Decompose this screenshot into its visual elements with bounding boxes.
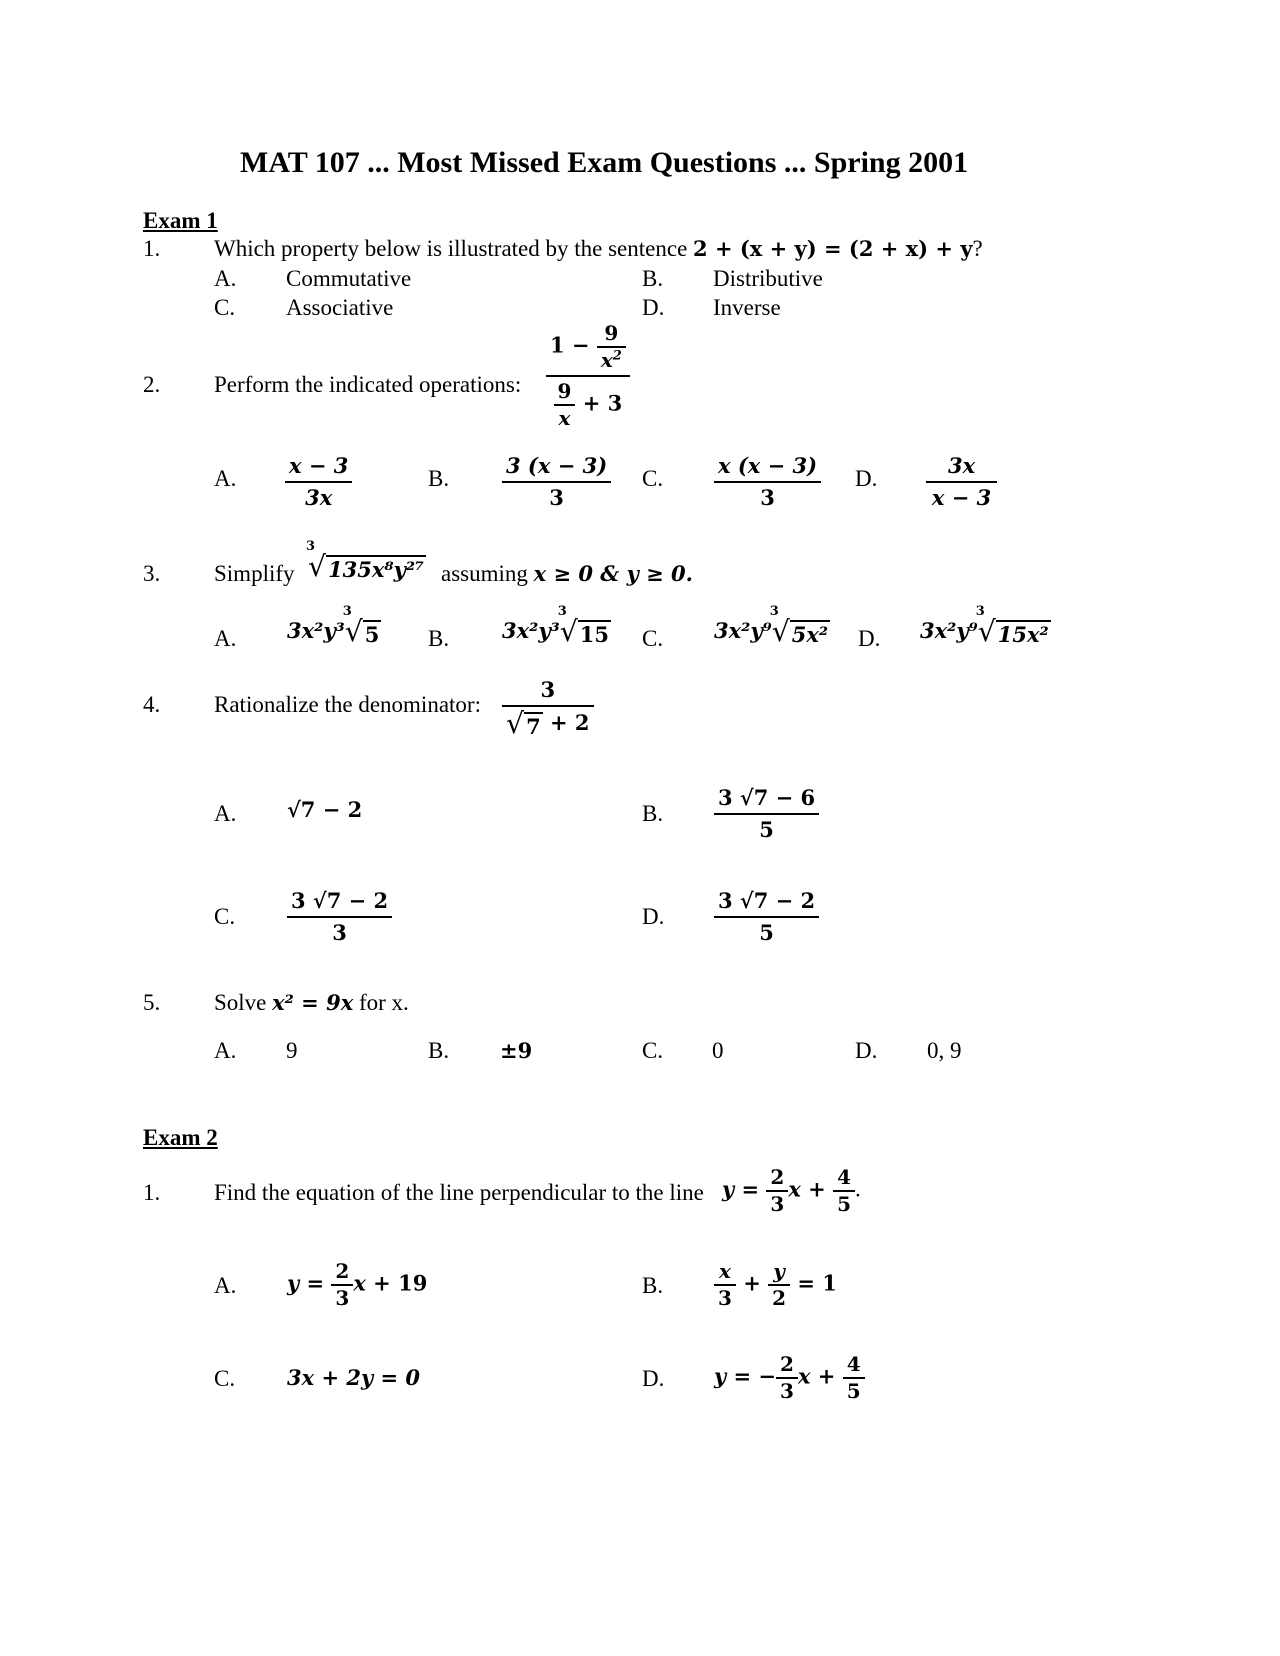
q1-choice-b: Distributive [713, 266, 823, 291]
q4-expression: 3 √ 7 + 2 [502, 678, 594, 739]
q2-choice-a-label: A. [214, 466, 237, 491]
q5-choice-b: ±9 [500, 1038, 533, 1063]
q1-choice-c-label: C. [214, 295, 236, 320]
q3-choice-c: 3x²y⁹ 3 √ 5x² [714, 604, 829, 648]
q2-choice-d-label: D. [855, 466, 878, 491]
q1-text [214, 236, 983, 262]
q5-text: Solve x² = 9x for x. [214, 990, 409, 1015]
q5-choice-c: 0 [712, 1038, 724, 1063]
q3-radical: 3 √ 135x⁸y²⁷ [306, 539, 425, 583]
exam2-q1-text: Find the equation of the line perpendicular to the line [214, 1180, 704, 1205]
q1-choice-a-label: A. [214, 266, 237, 291]
q2-choice-b: $\frac{3 (x - 3)}{3}$ [502, 454, 611, 510]
exam1-heading: Exam 1 [143, 208, 218, 233]
q4-choice-b: $\frac{3 √7 - 6}{5}$ [714, 786, 819, 842]
q5-choice-d-label: D. [855, 1038, 878, 1063]
q4-choice-a-label: A. [214, 801, 237, 826]
q1-math: 2 + (x + y) = (2 + x) + y [693, 236, 973, 261]
q3-choice-a-label: A. [214, 626, 237, 651]
q1-choice-c: Associative [286, 295, 394, 320]
q4-choice-c-label: C. [214, 904, 236, 929]
q2-choice-b-label: B. [428, 466, 450, 491]
q4-choice-c: $\frac{3 √7 - 2}{3}$ [287, 889, 392, 945]
exam2-q1-line-equation: y = $\frac{2}{3}$ x + $\frac{4}{5}$ . [722, 1165, 861, 1216]
q1-tail: ? [972, 236, 983, 261]
q5-choice-b-label: B. [428, 1038, 450, 1063]
q1-question: Which property below is illustrated by the sentence [214, 236, 688, 261]
q2-choice-c: $\frac{x (x - 3)}{3}$ [714, 454, 821, 510]
q2-choice-c-label: C. [642, 466, 664, 491]
q5-choice-a-label: A. [214, 1038, 237, 1063]
q2-text: Perform the indicated operations: [214, 372, 522, 397]
q1-number: 1. [143, 236, 161, 261]
q3-choice-b-label: B. [428, 626, 450, 651]
q4-choice-d-label: D. [642, 904, 665, 929]
exam2-q1-choice-b: $\frac{x}{3}$ + $\frac{y}{2}$ = 1 [714, 1260, 837, 1310]
q5-choice-a: 9 [286, 1038, 298, 1063]
q3-choice-c-label: C. [642, 626, 664, 651]
q5-number: 5. [143, 990, 161, 1015]
exam2-q1-number: 1. [143, 1180, 161, 1205]
q4-choice-b-label: B. [642, 801, 664, 826]
exam2-q1-choice-b-label: B. [642, 1273, 664, 1298]
exam2-q1-choice-d: y = − $\frac{2}{3}$ x + $\frac{4}{5}$ [714, 1353, 865, 1403]
q2-number: 2. [143, 372, 161, 397]
q4-number: 4. [143, 692, 161, 717]
q3-choice-a: 3x²y³ 3 √ 5 [287, 604, 380, 648]
q3-condition: x ≥ 0 & y ≥ 0. [533, 561, 693, 586]
exam2-q1-choice-c-label: C. [214, 1366, 236, 1391]
q5-choice-c-label: C. [642, 1038, 664, 1063]
q3-text: Simplify [214, 561, 295, 586]
exam2-q1-choice-a: y = $\frac{2}{3}$ x + 19 [287, 1259, 428, 1310]
q3-choice-d-label: D. [858, 626, 881, 651]
q3-choice-b: 3x²y³ 3 √ 15 [502, 604, 610, 648]
q1-choice-b-label: B. [642, 266, 664, 291]
q4-choice-a: √7 − 2 [287, 797, 363, 822]
exam2-q1-choice-a-label: A. [214, 1273, 237, 1298]
q1-choice-a: Commutative [286, 266, 412, 291]
exam2-q1-choice-d-label: D. [642, 1366, 665, 1391]
q1-choice-d: Inverse [713, 295, 781, 320]
q3-number: 3. [143, 561, 161, 586]
q5-choice-d: 0, 9 [927, 1038, 962, 1063]
q5-math: x² = 9x [272, 990, 354, 1015]
q4-text: Rationalize the denominator: [214, 692, 481, 717]
q2-choice-d: $\frac{3x}{x - 3}$ [926, 454, 997, 510]
q3-choice-d: 3x²y⁹ 3 √ 15x² [920, 604, 1049, 648]
page-title: MAT 107 ... Most Missed Exam Questions ... Spring 2001 [240, 146, 969, 179]
exam2-q1-choice-c: 3x + 2y = 0 [287, 1365, 420, 1390]
q1-choice-d-label: D. [642, 295, 665, 320]
exam2-heading: Exam 2 [143, 1125, 218, 1150]
q4-choice-d: $\frac{3 √7 - 2}{5}$ [714, 889, 819, 945]
q3-tail: assuming x ≥ 0 & y ≥ 0. [441, 561, 693, 586]
q2-choice-a: $\frac{x - 3}{3x}$ [285, 454, 352, 510]
q2-complex-fraction: 1 − $\frac{9}{x^2}$ $\frac{9}{x}$ + 3 [546, 322, 630, 430]
